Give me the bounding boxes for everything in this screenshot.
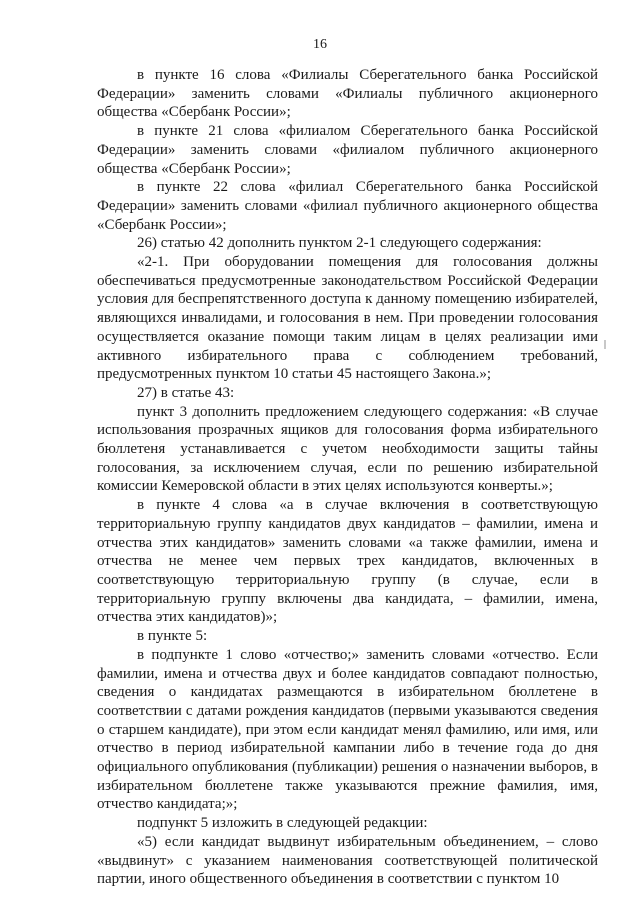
paragraph-item-21: в пункте 21 слова «филиалом Сберегательного банка Российской Федерации» заменить словами «филиалом публичного акционерного общества «Сбербанк России»; xyxy=(97,123,598,177)
paragraph-clause-2-1: «2-1. При оборудовании помещения для голосования должны обеспечиваться предусмотренные законодательством Российской Федерации условия для беспрепятственного доступа к данному помещению избирателей, являющихся инвалидами, и голосования в нем. При проведении голосования осуществляется оказание помощи таким лицам в целях реализации ими активного избирательного права с соблюдением требований, предусмотренных пунктом 10 статьи 45 настоящего Закона.»; xyxy=(97,254,598,383)
document-body xyxy=(97,66,598,889)
paragraph-subitem-1: в подпункте 1 слово «отчество;» заменить словами «отчество. Если фамилии, имена и отчества двух и более кандидатов совпадают полностью, сведения о кандидатах размещаются в избирательном бюллетене в соответствии с датами рождения кандидатов (первыми указываются сведения о старшем кандидате), при этом если кандидат менял фамилию, или имя, или отчество в период избирательной кампании либо в течение года до дня официального опубликования (публикации) решения о назначении выборов, в избирательном бюллетене также указываются прежние фамилия, имя, отчество кандидата;»; xyxy=(97,646,598,813)
page-number: 16 xyxy=(313,37,327,52)
paragraph-article-43: 27) в статье 43: xyxy=(137,384,235,401)
paragraph-item-4: в пункте 4 слова «а в случае включения в соответствующую территориальную группу кандидатов двух кандидатов – фамилии, имена и отчества этих кандидатов» заменить словами «а также фамилии, имена и отчества не менее чем первых трех кандидатов, включенных в соответствующую территориальную группу (в случае, если в территориальную группу включены два кандидата, – фамилии, имена, отчества этих кандидатов)»; xyxy=(97,497,598,626)
paragraph-subitem-5: подпункт 5 изложить в следующей редакции: xyxy=(137,815,428,832)
paragraph-item-16: в пункте 16 слова «Филиалы Сберегательного банка Российской Федерации» заменить словами «Филиалы публичного акционерного общества «Сбербанк России»; xyxy=(97,67,598,121)
paragraph-item-5: в пункте 5: xyxy=(137,628,208,645)
paragraph-item-3: пункт 3 дополнить предложением следующего содержания: «В случае использования прозрачных ящиков для голосования форма избирательного бюллетеня устанавливается с учетом необходимости защиты тайны голосования, за исключением случая, если по решению избирательной комиссии Кемеровской области в этих целях используются конверты.»; xyxy=(97,403,598,495)
scan-artifact xyxy=(604,340,606,349)
paragraph-subitem-5-text: «5) если кандидат выдвинут избирательным объединением, – слово «выдвинут» с указанием наименования соответствующей политической партии, иного общественного объединения в соответствии с пунктом 10 xyxy=(97,833,598,888)
paragraph-article-42: 26) статью 42 дополнить пунктом 2-1 следующего содержания: xyxy=(137,235,542,252)
paragraph-item-22: в пункте 22 слова «филиал Сберегательного банка Российской Федерации» заменить словами «филиал публичного акционерного общества «Сбербанк России»; xyxy=(97,179,598,233)
